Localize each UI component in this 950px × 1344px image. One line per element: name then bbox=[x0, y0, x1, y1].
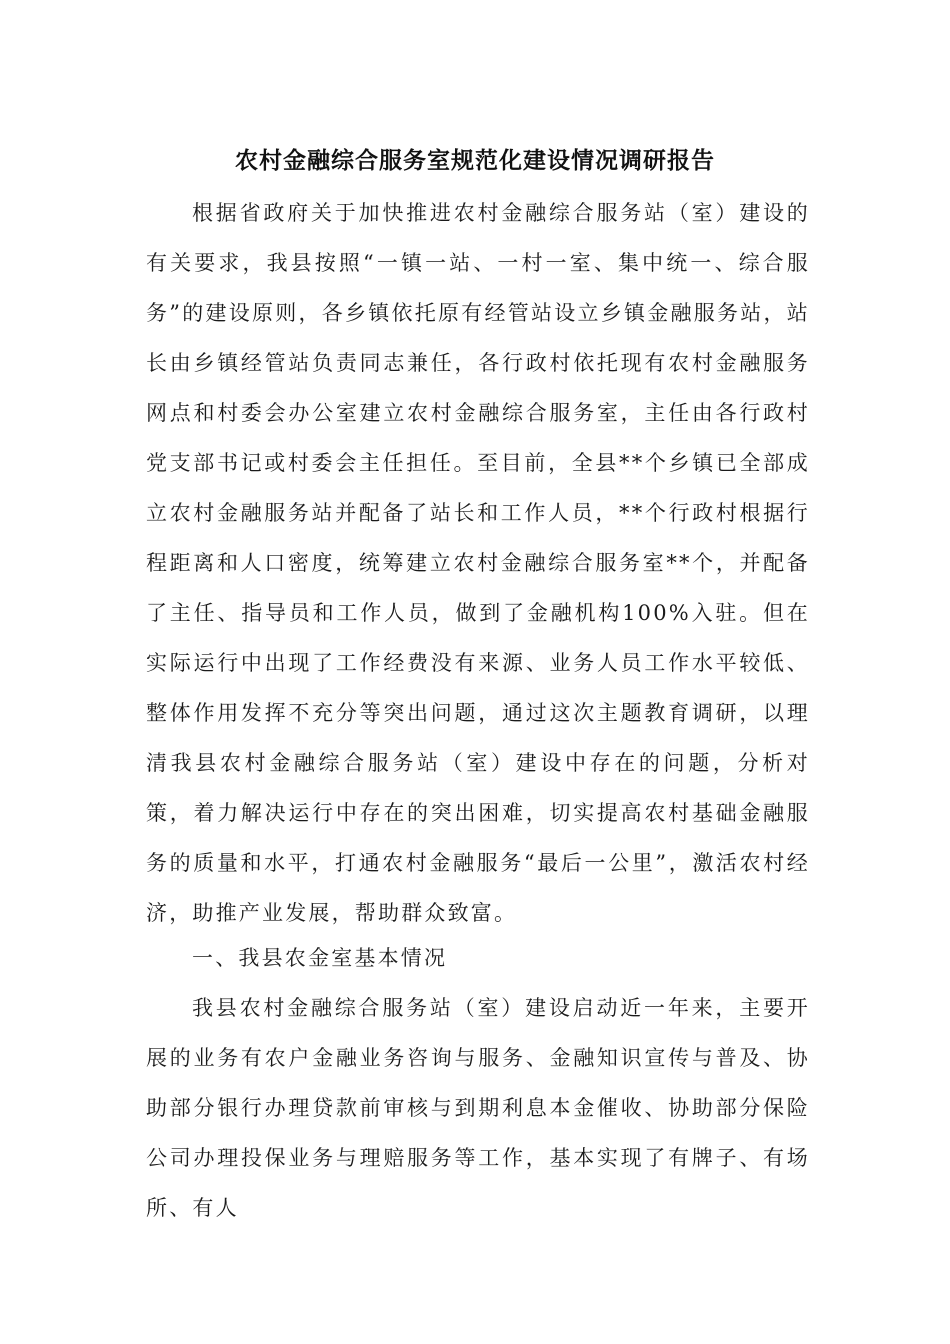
section-heading: 一、我县农金室基本情况 bbox=[192, 946, 448, 970]
document-title: 农村金融综合服务室规范化建设情况调研报告 bbox=[235, 147, 715, 174]
intro-paragraph: 根据省政府关于加快推进农村金融综合服务站（室）建设的有关要求，我县按照“一镇一站、一村一室、集中统一、综合服务”的建设原则，各乡镇依托原有经管站设立乡镇金融服务站，站长由乡镇经管站负责同志兼任，各行政村依托现有农村金融服务网点和村委会办公室建立农村金融综合服务室，主任由各行政村党支部书记或村委会主任担任。至目前，全县**个乡镇已全部成立农村金融服务站并配备了站长和工作人员，**个行政村根据行程距离和人口密度，统筹建立农村金融综合服务室**个，并配备了主任、指导员和工作人员，做到了金融机构100%入驻。但在实际运行中出现了工作经费没有来源、业务人员工作水平较低、整体作用发挥不充分等突出问题，通过这次主题教育调研，以理清我县农村金融综合服务站（室）建设中存在的问题，分析对策，着力解决运行中存在的突出困难，切实提高农村基础金融服务的质量和水平，打通农村金融服务“最后一公里”，激活农村经济，助推产业发展，帮助群众致富。 bbox=[146, 201, 810, 925]
section-paragraph: 我县农村金融综合服务站（室）建设启动近一年来，主要开展的业务有农户金融业务咨询与服务、金融知识宣传与普及、协助部分银行办理贷款前审核与到期利息本金催收、协助部分保险公司办理投保业务与理赔服务等工作，基本实现了有牌子、有场所、有人 bbox=[146, 996, 810, 1220]
